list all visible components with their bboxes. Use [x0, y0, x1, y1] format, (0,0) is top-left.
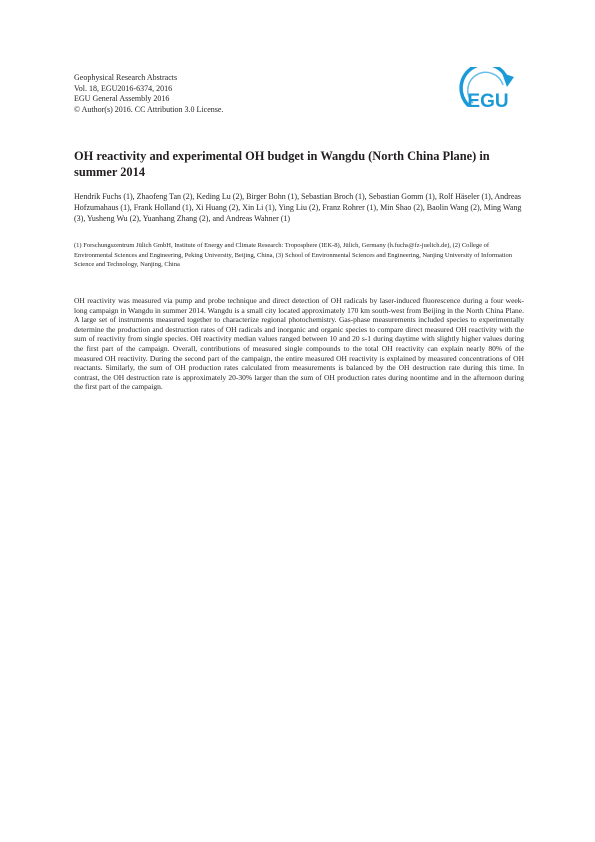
journal-name: Geophysical Research Abstracts: [74, 73, 178, 82]
affiliations: (1) Forschungszentrum Jülich GmbH, Institute of Energy and Climate Research: Troposphere (IEK-8), Jülich, Germany (h.fuchs@fz-juelich.de), (2) College of Environmental Sciences and Engineering, Peking University, Beijing, China, (3) School of Environmental Sciences and Engineering, Nanjing University of Information Science and Technology, Nanjing, China: [74, 242, 513, 269]
egu-logo-text: EGU: [467, 91, 509, 112]
header-meta: [74, 73, 223, 115]
volume-info: Vol. 18, EGU2016-6374, 2016: [74, 83, 173, 93]
egu-logo-arrowhead: [502, 73, 514, 87]
paper-title: OH reactivity and experimental OH budget in Wangdu (North China Plane) in summer 2014: [74, 149, 490, 179]
assembly-info: EGU General Assembly 2016: [74, 94, 170, 104]
license-info: © Author(s) 2016. CC Attribution 3.0 License.: [74, 104, 224, 114]
abstract-body: OH reactivity was measured via pump and probe technique and direct detection of OH radicals by laser-induced fluorescence during a four week-long campaign in Wangdu in summer 2014. Wangdu is a small city located approximately 170 km south-west from Beijing in the North China Plane. A large set of instruments measured together to characterize regional photochemistry. Gas-phase measurements included species to experimentally determine the production and destruction rates of OH radicals and inorganic and organic species to compare direct measured OH reactivity with the sum of reactivity from single species. OH reactivity median values ranged between 10 and 20 s-1 during daytime with slightly higher values during the first part of the campaign. Overall, contributions of measured single compounds to the total OH reactivity can explain nearly 80% of the measured OH reactivity. During the second part of the campaign, the entire measured OH reactivity is explained by measured concentrations of OH reactants. Similarly, the sum of OH production rates calculated from measurements is balanced by the OH destruction rate during this time. In contrast, the OH destruction rate is approximately 20-30% larger than the sum of OH production rates during noontime and in the afternoon during the first part of the campaign.: [74, 296, 524, 392]
egu-logo: [458, 67, 521, 122]
author-list: Hendrik Fuchs (1), Zhaofeng Tan (2), Keding Lu (2), Birger Bohn (1), Sebastian Broch (1), Sebastian Gomm (1), Rolf Häseler (1), Andreas Hofzumahaus (1), Frank Holland (1), Xi Huang (2), Xin Li (1), Ying Liu (2), Franz Rohrer (1), Min Shao (2), Baolin Wang (2), Ming Wang (3), Yusheng Wu (2), Yuanhang Zhang (2), and Andreas Wahner (1): [74, 192, 522, 223]
